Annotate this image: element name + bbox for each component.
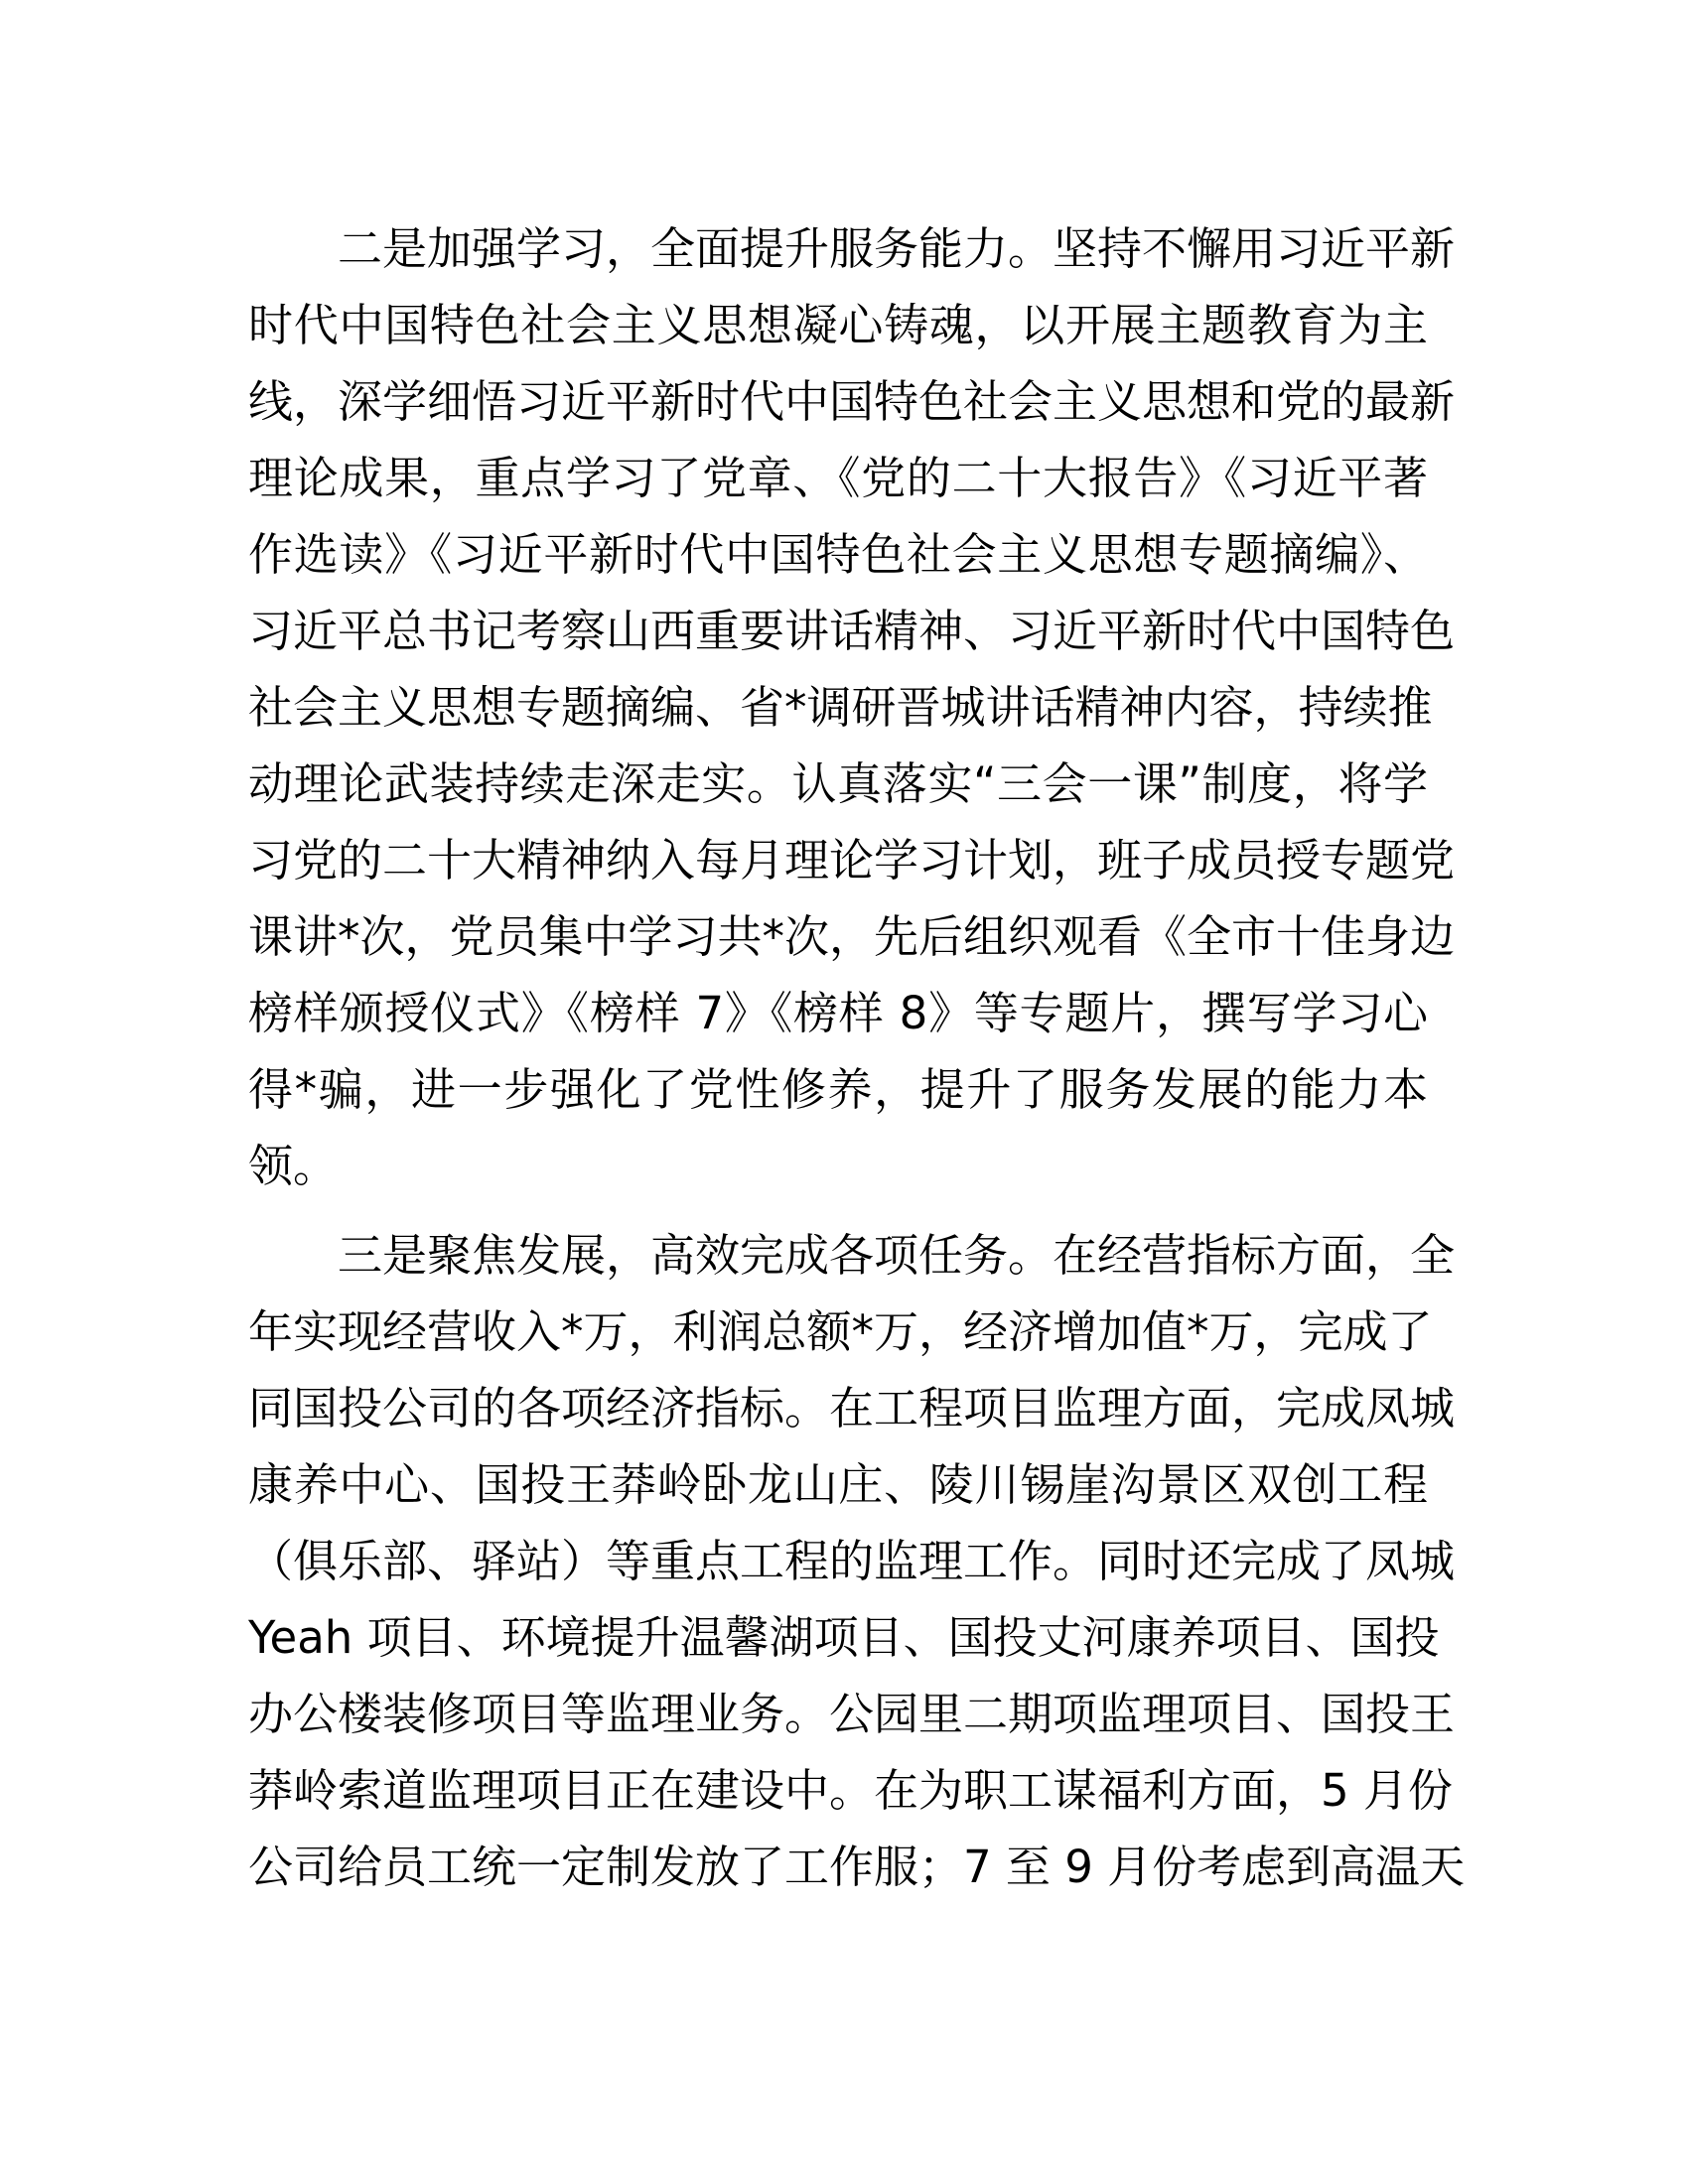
paragraph-study [248,210,1456,1204]
text-line: 时代中国特色社会主义思想凝心铸魂，以开展主题教育为主 [248,299,1428,351]
paragraph-development [248,1217,1466,1905]
text-line: 理论成果，重点学习了党章、《党的二十大报告》《习近平著 [248,452,1428,504]
text-line: 办公楼装修项目等监理业务。公园里二期项监理项目、国投王 [248,1688,1456,1740]
text-line: 得*骗，进一步强化了党性修养，提升了服务发展的能力本 [248,1063,1428,1116]
text-line: 同国投公司的各项经济指标。在工程项目监理方面，完成凤城 [248,1382,1456,1434]
text-line: 二是加强学习，全面提升服务能力。坚持不懈用习近平新 [338,222,1456,275]
text-line: 康养中心、国投王莽岭卧龙山庄、陵川锡崖沟景区双创工程 [248,1458,1428,1511]
text-line: 年实现经营收入*万，利润总额*万，经济增加值*万，完成了 [248,1305,1433,1358]
text-line: 公司给员工统一定制发放了工作服；7 至 9 月份考虑到高温天 [248,1841,1466,1893]
text-line: 习党的二十大精神纳入每月理论学习计划，班子成员授专题党 [248,834,1456,887]
text-line: 榜样颁授仪式》《榜样 7》《榜样 8》等专题片，撰写学习心 [248,987,1428,1039]
text-line: 领。 [248,1140,339,1192]
text-line: 三是聚焦发展，高效完成各项任务。在经营指标方面，全 [338,1229,1456,1282]
text-line: 课讲*次，党员集中学习共*次，先后组织观看《全市十佳身边 [248,910,1456,963]
text-line: 动理论武装持续走深走实。认真落实“三会一课”制度，将学 [248,757,1428,810]
text-line: （俱乐部、驿站）等重点工程的监理工作。同时还完成了凤城 [248,1535,1456,1587]
text-line: 作选读》《习近平新时代中国特色社会主义思想专题摘编》、 [248,528,1428,581]
text-line: 线，深学细悟习近平新时代中国特色社会主义思想和党的最新 [248,375,1456,428]
text-line: 习近平总书记考察山西重要讲话精神、习近平新时代中国特色 [248,605,1456,657]
text-line: 莽岭索道监理项目正在建设中。在为职工谋福利方面，5 月份 [248,1764,1453,1817]
text-line: 社会主义思想专题摘编、省*调研晋城讲话精神内容，持续推 [248,681,1433,734]
text-line: Yeah 项目、环境提升温馨湖项目、国投丈河康养项目、国投 [248,1611,1440,1664]
